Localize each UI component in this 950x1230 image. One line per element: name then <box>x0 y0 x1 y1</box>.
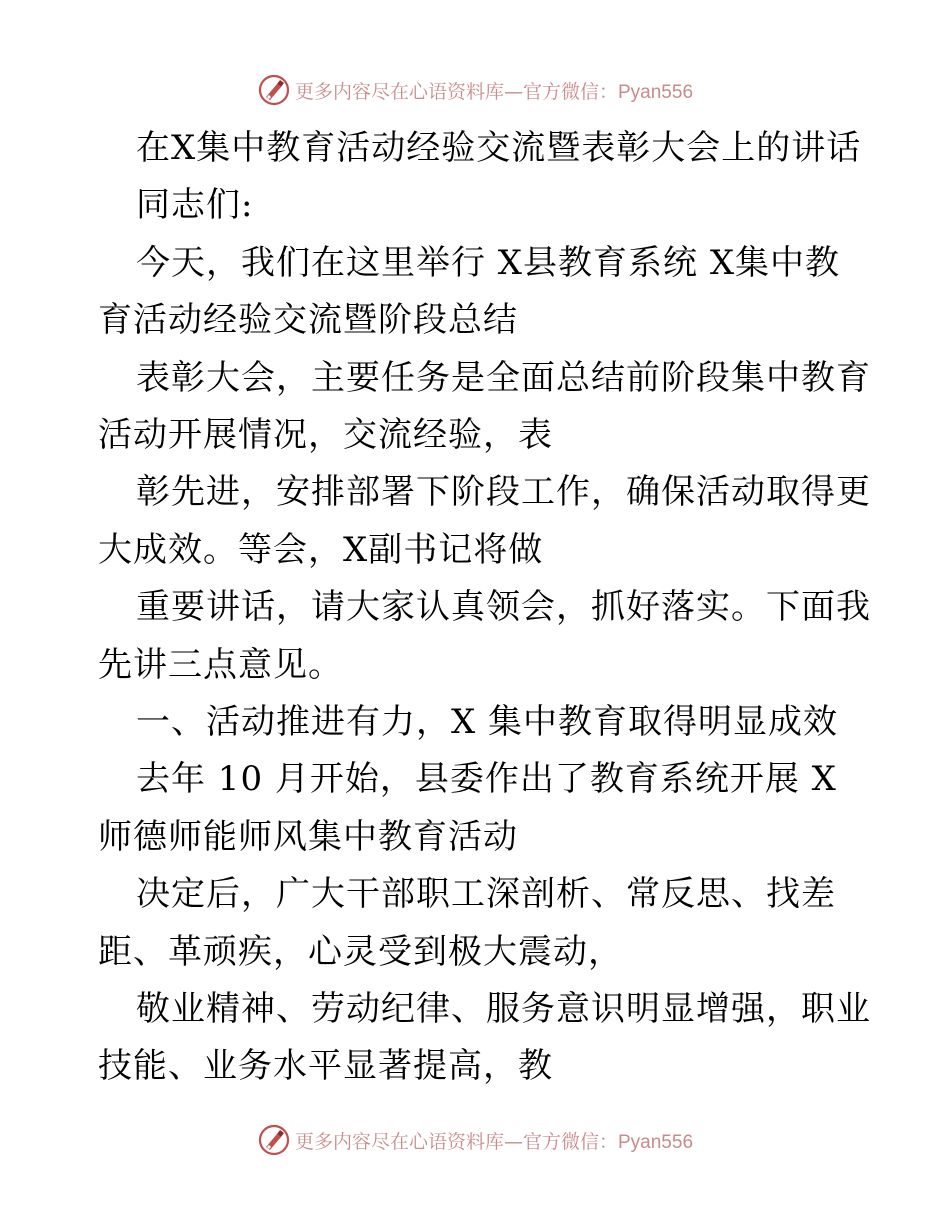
watermark-site-text: 更多内容尽在心语资料库—官方微信： <box>294 1130 618 1153</box>
watermark-text <box>295 1127 693 1154</box>
document-line: 重要讲话，请大家认真领会，抓好落实。下面我 <box>136 587 871 628</box>
document-line: 去年 10 月开始，县委作出了教育系统开展 X <box>136 759 837 800</box>
watermark-wechat-id: Pyan556 <box>618 1131 694 1153</box>
document-line: 今天，我们在这里举行 X县教育系统 X集中教 <box>136 242 841 283</box>
document-line: 同志们: <box>136 185 254 226</box>
document-line: 决定后，广大干部职工深剖析、常反思、找差 <box>136 874 836 915</box>
footer-watermark-banner <box>0 1120 950 1160</box>
document-title: 在X集中教育活动经验交流暨表彰大会上的讲话 <box>136 128 862 168</box>
document-line: 表彰大会，主要任务是全面总结前阶段集中教育 <box>136 357 871 398</box>
document-line: 技能、业务水平显著提高，教 <box>98 1046 553 1087</box>
pen-nib-icon <box>257 73 291 107</box>
document-line: 距、革顽疾，心灵受到极大震动， <box>98 931 623 972</box>
watermark-wechat-id: Pyan556 <box>618 81 694 103</box>
document-line: 先讲三点意见。 <box>98 644 343 685</box>
watermark-site-text: 更多内容尽在心语资料库—官方微信： <box>294 80 618 103</box>
document-line: 大成效。等会，X副书记将做 <box>98 529 544 570</box>
document-line: 师德师能师风集中教育活动 <box>98 816 518 857</box>
pen-nib-icon <box>257 1123 291 1157</box>
header-watermark-banner <box>0 70 950 110</box>
document-line: 活动开展情况，交流经验，表 <box>98 415 553 455</box>
document-line: 敬业精神、劳动纪律、服务意识明显增强，职业 <box>136 989 871 1029</box>
document-line: 彰先进，安排部署下阶段工作，确保活动取得更 <box>136 472 871 513</box>
document-line: 一、活动推进有力，X 集中教育取得明显成效 <box>136 702 839 742</box>
watermark-text <box>295 77 693 104</box>
document-line: 育活动经验交流暨阶段总结 <box>98 300 518 341</box>
